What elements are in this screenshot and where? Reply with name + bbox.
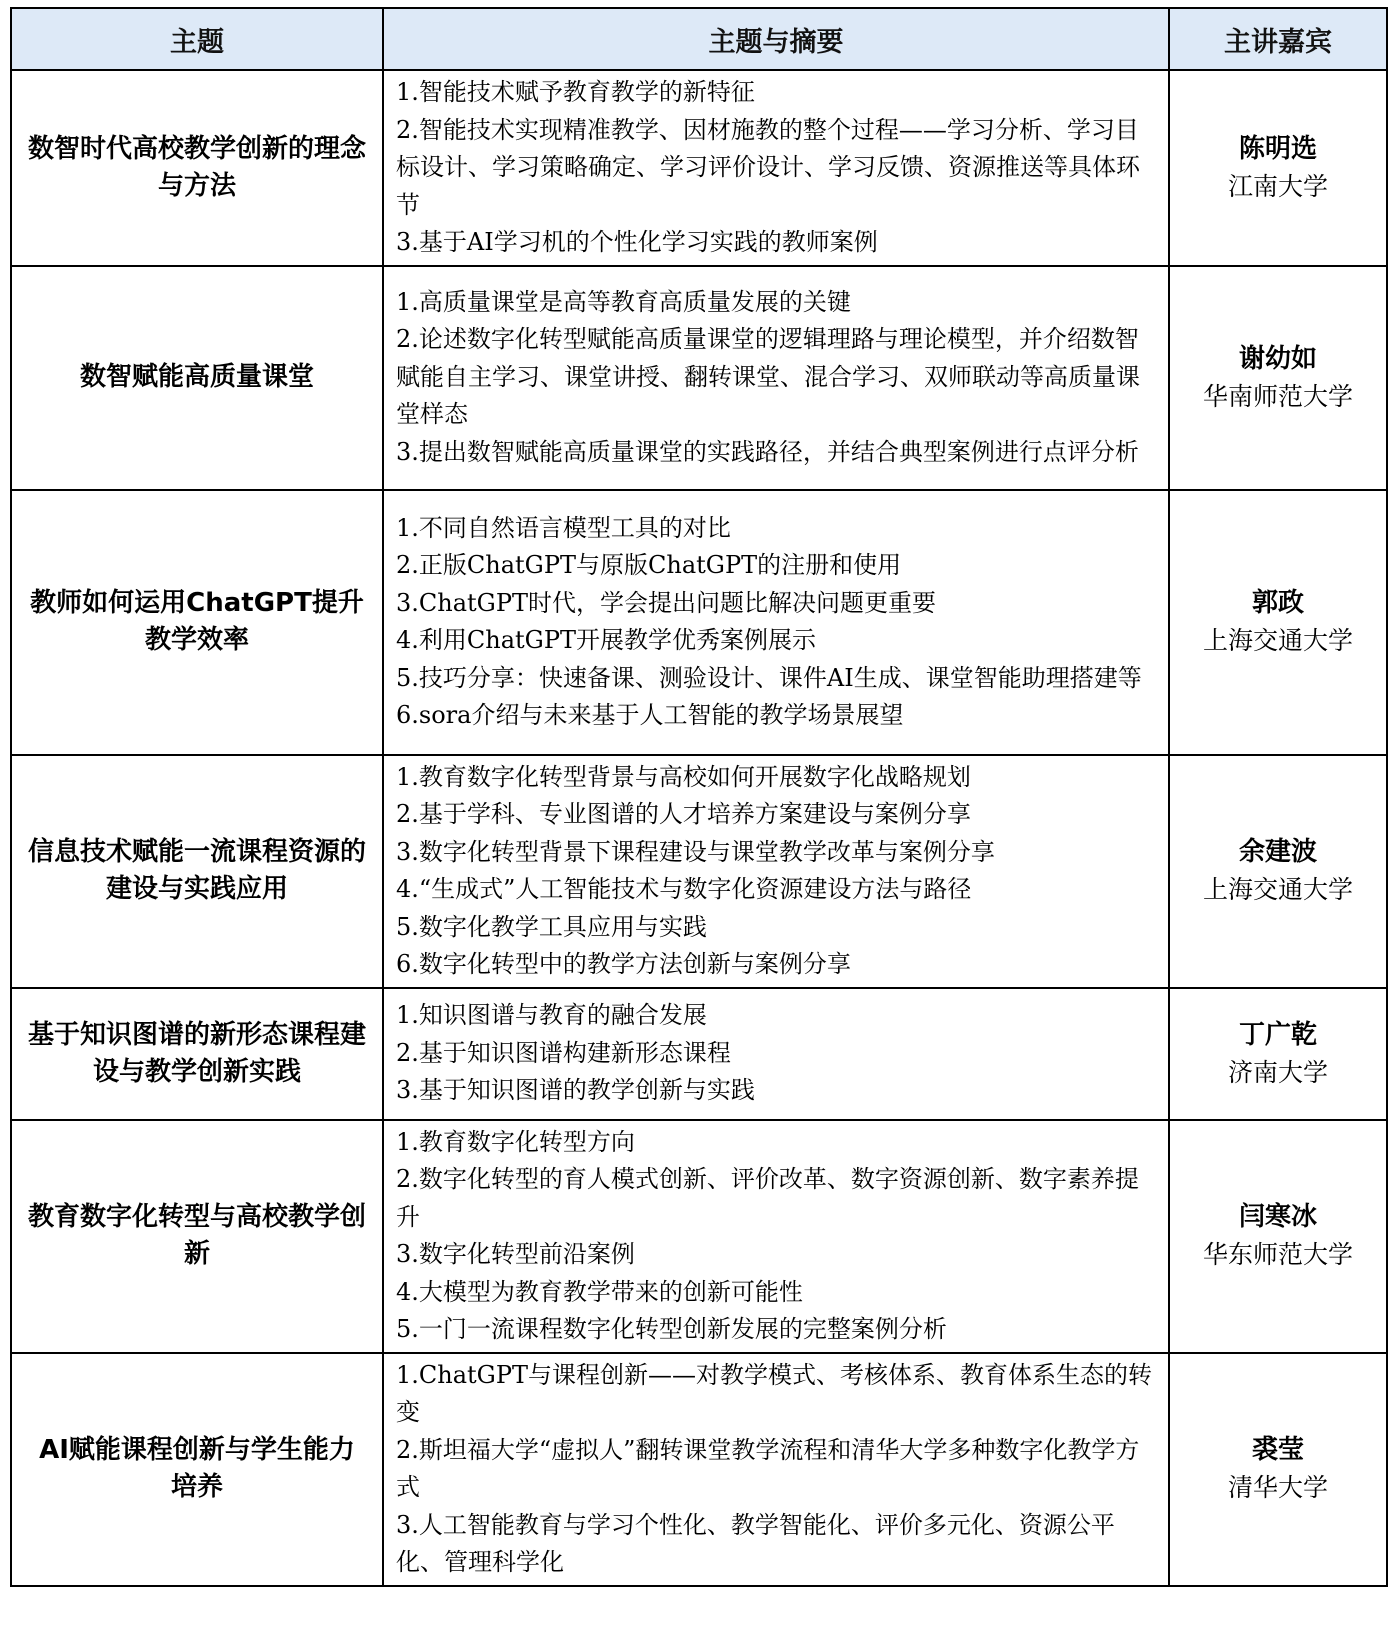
speaker-cell: [1169, 1353, 1387, 1586]
speaker-name: 郭政: [1251, 588, 1304, 618]
summary-item: 1.教育数字化转型背景与高校如何开展数字化战略规划: [396, 762, 971, 791]
speaker-name: 丁广乾: [1238, 1019, 1317, 1050]
table-body: [11, 70, 1387, 1586]
topic-cell: AI赋能课程创新与学生能力培养: [11, 1353, 383, 1586]
summary-cell: [383, 266, 1169, 490]
summary-item: 1.不同自然语言模型工具的对比: [396, 513, 731, 542]
header-summary: 主题与摘要: [383, 8, 1169, 70]
summary-item: 3.基于知识图谱的教学创新与实践: [396, 1076, 755, 1105]
summary-item: 3.提出数智赋能高质量课堂的实践路径，并结合典型案例进行点评分析: [396, 437, 1139, 466]
summary-item: 1.智能技术赋予教育教学的新特征: [396, 78, 755, 106]
topic-cell: 教师如何运用ChatGPT提升教学效率: [11, 490, 383, 755]
summary-cell: [383, 1120, 1169, 1353]
summary-item: 3.数字化转型背景下课程建设与课堂教学改革与案例分享: [396, 837, 995, 866]
summary-item: 3.人工智能教育与学习个性化、教学智能化、评价多元化、资源公平化、管理科学化: [396, 1510, 1115, 1576]
topic-cell: 基于知识图谱的新形态课程建设与教学创新实践: [11, 988, 383, 1120]
summary-item: 2.基于知识图谱构建新形态课程: [396, 1038, 731, 1067]
speaker-institution: 华东师范大学: [1202, 1240, 1353, 1269]
summary-item: 2.基于学科、专业图谱的人才培养方案建设与案例分享: [396, 800, 971, 828]
header-speaker: 主讲嘉宾: [1169, 8, 1387, 70]
topic-cell: 数智赋能高质量课堂: [11, 266, 383, 490]
summary-cell: [383, 1353, 1169, 1586]
summary-item: 2.智能技术实现精准教学、因材施教的整个过程——学习分析、学习目标设计、学习策略确定、学习评价设计、学习反馈、资源推送等具体环节: [396, 115, 1140, 219]
summary-item: 4.利用ChatGPT开展教学优秀案例展示: [396, 626, 816, 654]
summary-item: 1.高质量课堂是高等教育高质量发展的关键: [396, 287, 851, 316]
table-row: [11, 1353, 1387, 1586]
speaker-name: 谢幼如: [1238, 343, 1317, 374]
table-row: [11, 70, 1387, 266]
speaker-name: 余建波: [1238, 837, 1317, 867]
header-topic: 主题: [11, 8, 383, 70]
summary-item: 4.“生成式”人工智能技术与数字化资源建设方法与路径: [396, 875, 972, 903]
topic-cell: 信息技术赋能一流课程资源的建设与实践应用: [11, 755, 383, 988]
speaker-cell: [1169, 988, 1387, 1120]
summary-item: 3.数字化转型前沿案例: [396, 1240, 635, 1268]
summary-item: 4.大模型为教育教学带来的创新可能性: [396, 1277, 803, 1306]
summary-item: 2.数字化转型的育人模式创新、评价改革、数字资源创新、数字素养提升: [396, 1165, 1139, 1231]
table-row: [11, 490, 1387, 755]
summary-cell: [383, 755, 1169, 988]
summary-cell: [383, 988, 1169, 1120]
speaker-cell: [1169, 266, 1387, 490]
speaker-institution: 华南师范大学: [1202, 381, 1353, 411]
table-row: [11, 1120, 1387, 1353]
speaker-cell: [1169, 490, 1387, 755]
summary-item: 5.技巧分享：快速备课、测验设计、课件AI生成、课堂智能助理搭建等: [396, 663, 1142, 692]
speaker-cell: [1169, 70, 1387, 266]
speaker-institution: 上海交通大学: [1202, 875, 1353, 904]
summary-item: 2.斯坦福大学“虚拟人”翻转课堂教学流程和清华大学多种数字化教学方式: [396, 1435, 1140, 1501]
table-row: [11, 266, 1387, 490]
summary-cell: [383, 70, 1169, 266]
schedule-table: [10, 7, 1388, 1587]
summary-cell: [383, 490, 1169, 755]
speaker-institution: 济南大学: [1227, 1057, 1328, 1087]
summary-item: 2.正版ChatGPT与原版ChatGPT的注册和使用: [396, 551, 902, 579]
speaker-name: 陈明选: [1238, 133, 1317, 164]
summary-item: 6.sora介绍与未来基于人工智能的教学场景展望: [396, 701, 904, 729]
speaker-institution: 清华大学: [1227, 1473, 1328, 1502]
speaker-name: 裘莹: [1251, 1435, 1304, 1465]
summary-item: 1.ChatGPT与课程创新——对教学模式、考核体系、教育体系生态的转变: [396, 1360, 1152, 1426]
summary-item: 3.基于AI学习机的个性化学习实践的教师案例: [396, 228, 878, 256]
speaker-institution: 江南大学: [1227, 171, 1328, 201]
speaker-cell: [1169, 755, 1387, 988]
speaker-cell: [1169, 1120, 1387, 1353]
topic-cell: 教育数字化转型与高校教学创新: [11, 1120, 383, 1353]
topic-cell: 数智时代高校教学创新的理念与方法: [11, 70, 383, 266]
table-row: [11, 755, 1387, 988]
summary-item: 3.ChatGPT时代，学会提出问题比解决问题更重要: [396, 588, 936, 617]
header-row: [11, 8, 1387, 70]
speaker-name: 闫寒冰: [1238, 1202, 1317, 1232]
speaker-institution: 上海交通大学: [1202, 626, 1353, 655]
summary-item: 2.论述数字化转型赋能高质量课堂的逻辑理路与理论模型，并介绍数智赋能自主学习、课堂讲授、翻转课堂、混合学习、双师联动等高质量课堂样态: [396, 325, 1140, 429]
summary-item: 6.数字化转型中的教学方法创新与案例分享: [396, 950, 851, 978]
summary-item: 1.教育数字化转型方向: [396, 1127, 635, 1156]
summary-item: 5.一门一流课程数字化转型创新发展的完整案例分析: [396, 1315, 947, 1343]
summary-item: 5.数字化教学工具应用与实践: [396, 912, 707, 941]
summary-item: 1.知识图谱与教育的融合发展: [396, 1001, 707, 1030]
table-row: [11, 988, 1387, 1120]
